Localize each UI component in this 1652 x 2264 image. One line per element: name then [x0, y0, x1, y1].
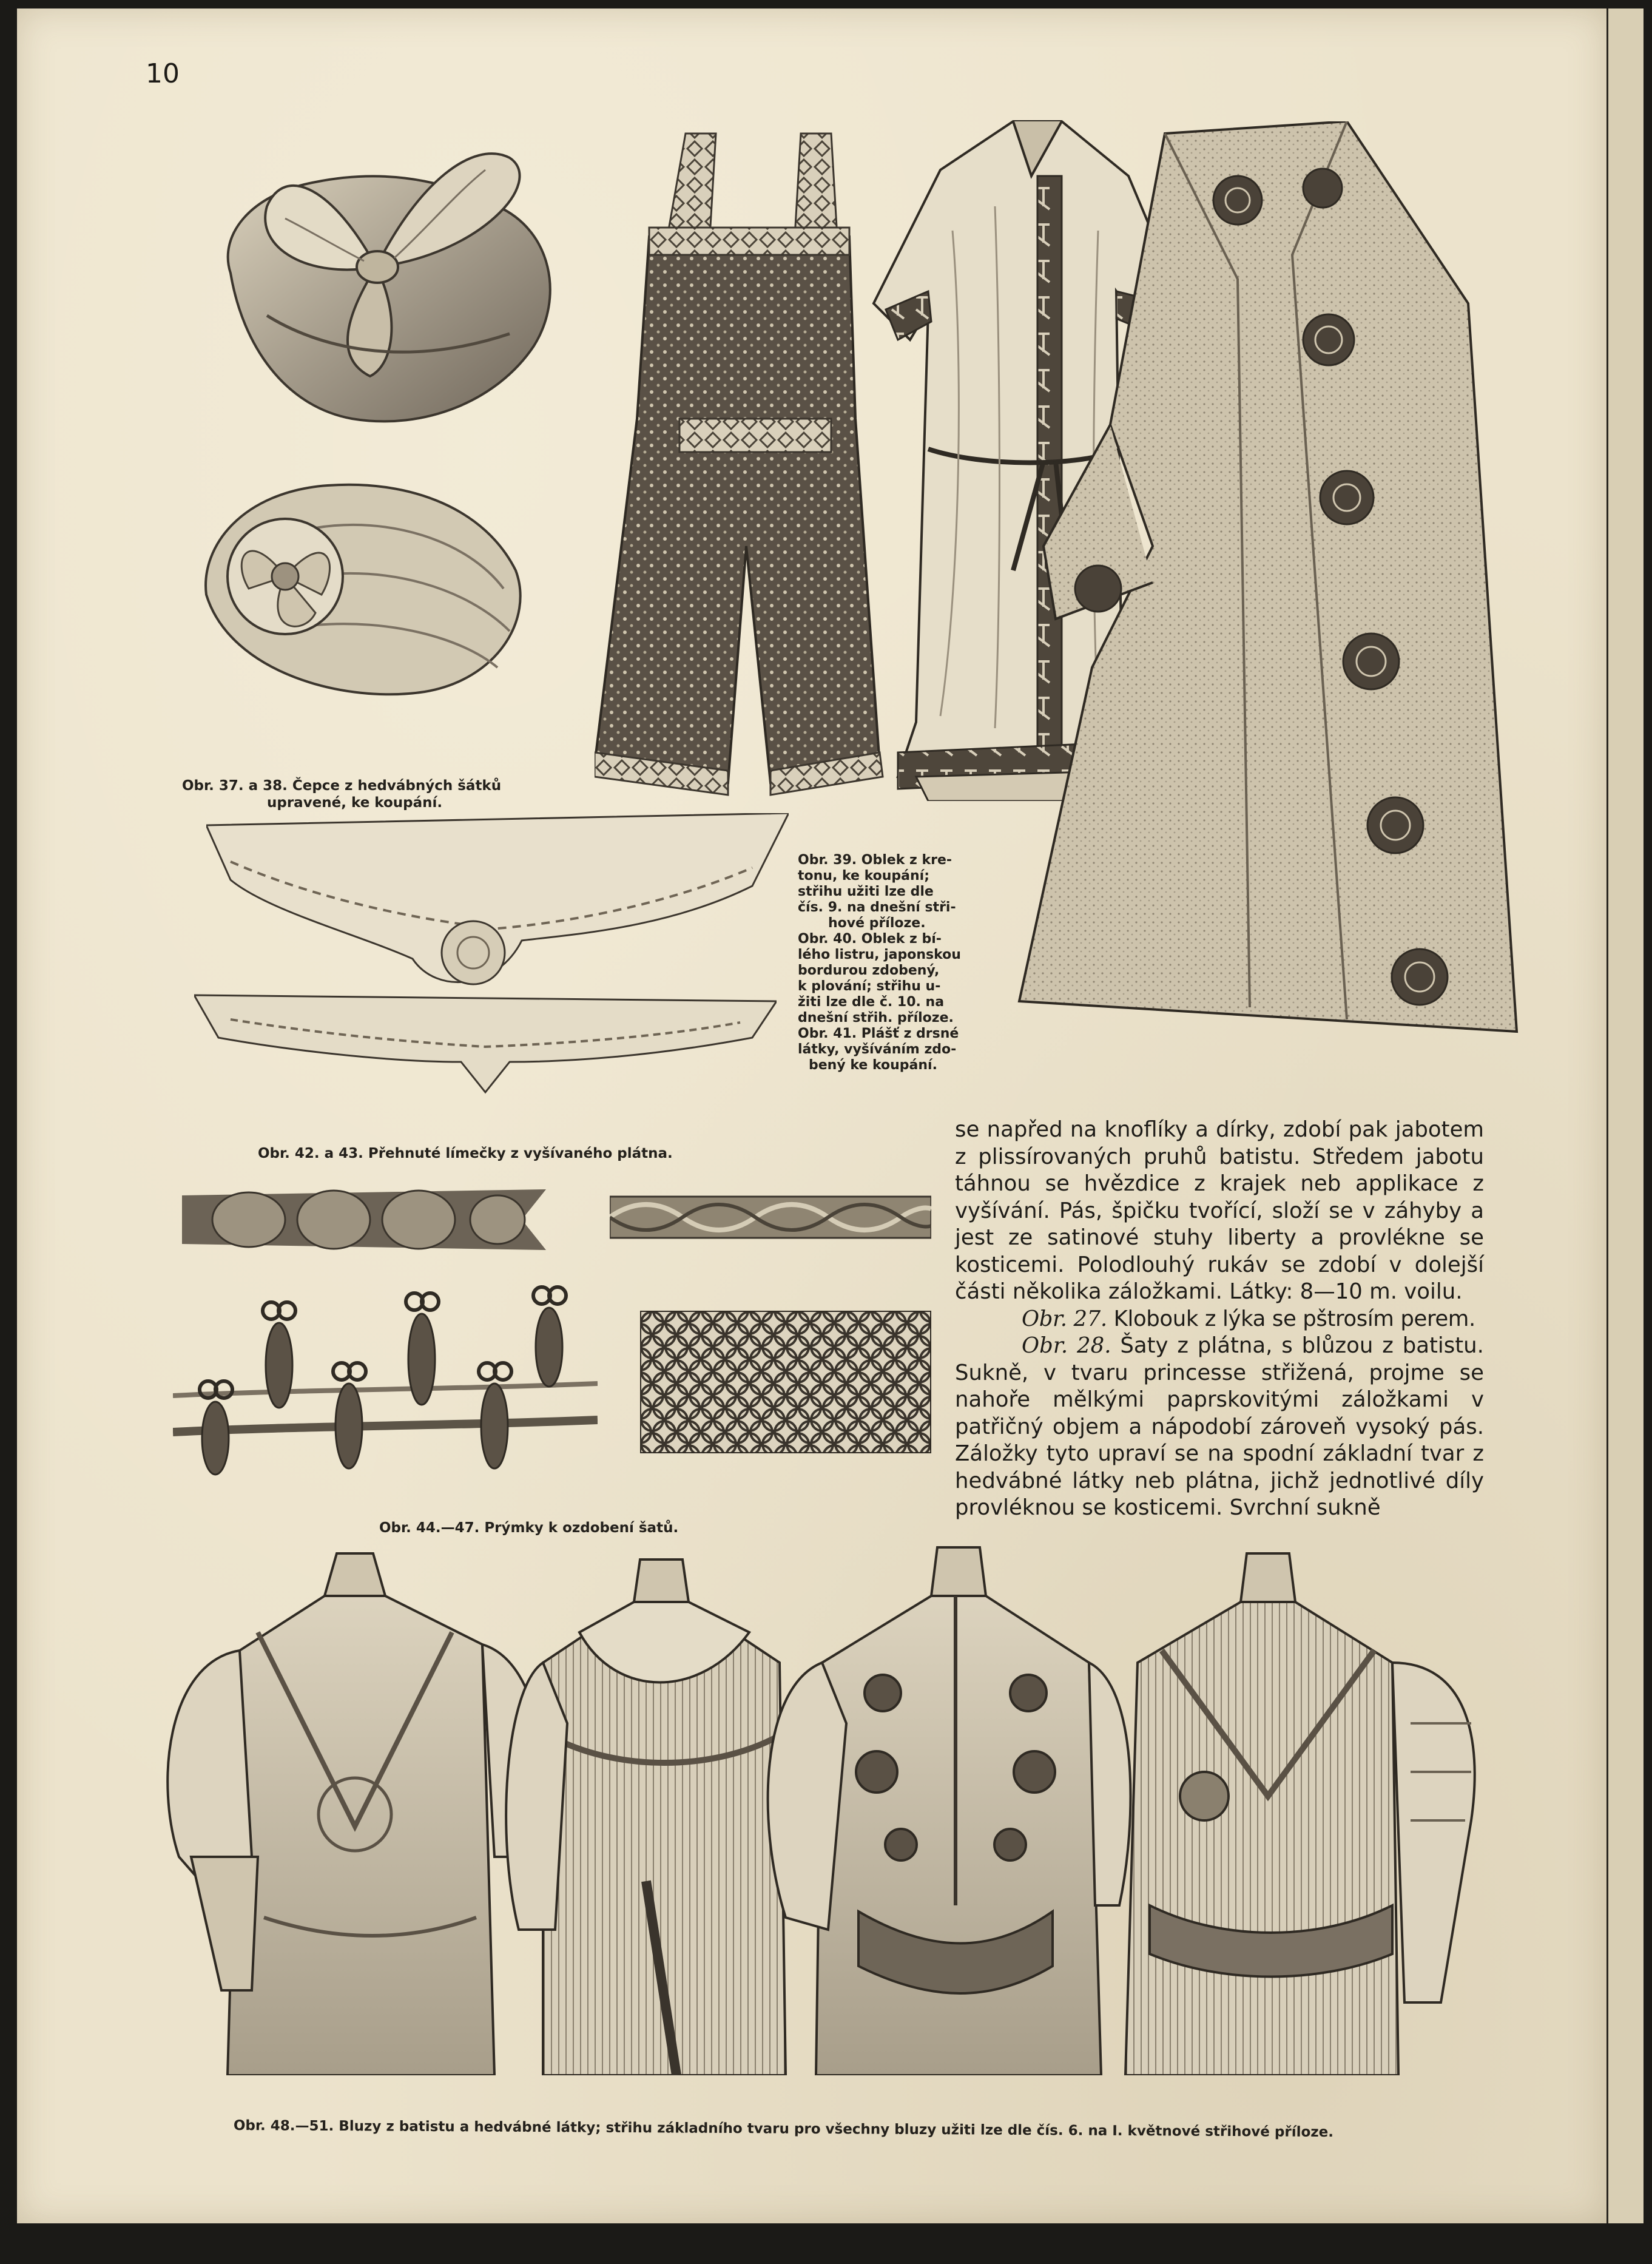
caption-fig-39-41-line: bený ke koupání. [809, 1058, 937, 1073]
article-body-text [955, 1117, 1484, 1522]
bathing-cloak-embroidered-illustration [1007, 121, 1529, 1062]
figure-reference-28: Obr. 28. [1022, 1333, 1111, 1358]
body-paragraph-3-text: Šaty z plátna, s blůzou z batistu. Sukně, v tvaru princesse střižená, projme se nahoře mělkými paprskovitými záložkami v patřičný objem a nápodobí zároveň vysoký pás. Záložky tyto upraví se na spodní základní tvar z hedvábné látky neb plátna, jichž jednotlivé díly provléknou se kosticemi. Svrchní sukně [955, 1333, 1484, 1520]
body-paragraph-1: se napřed na knoflíky a dírky, zdobí pak jabotem z plissírovaných pruhů batistu. Středem jabotu táhnou se hvězdice z krajek neb applikace z vyšívání. Pás, špičku tvořící, složí se v záhyby a jest ze satinové stuhy liberty a provlékne se kosticemi. Polodlouhý rukáv se zdobí v dolejší části několika záložkami. Látky: 8—10 m. voilu. [955, 1117, 1484, 1304]
caption-fig-39-41-line: čís. 9. na dnešní stři- [798, 900, 956, 915]
caption-fig-39-41-line: Obr. 39. Oblek z kre- [798, 853, 952, 868]
caption-fig-39-41-line: hové příloze. [828, 916, 926, 931]
caption-fig-48-51: Obr. 48.—51. Bluzy z batistu a hedvábné látky; střihu základního tvaru pro všechny bluzy užiti lze dle čís. 6. na I. květnové střihové příloze. [233, 2118, 1334, 2141]
page-number: 10 [146, 58, 180, 89]
caption-fig-39-41-line: střihu užiti lze dle [798, 884, 934, 899]
trim-lattice-illustration [640, 1311, 931, 1453]
next-page-edge [1606, 8, 1644, 2223]
bathing-cap-bow-illustration [194, 115, 570, 455]
caption-fig-37-38-line1: Obr. 37. a 38. Čepce z hedvábných šátků [182, 778, 502, 794]
trim-braid-narrow-illustration [610, 1194, 931, 1240]
caption-fig-37-38-line2: upravené, ke koupání. [267, 794, 443, 811]
body-paragraph-2-text: Klobouk z lýka se pštrosím perem. [1113, 1306, 1475, 1331]
caption-fig-37-38 [182, 778, 558, 811]
bathing-cap-flower-illustration [194, 455, 534, 710]
bathing-suit-cretonne-illustration [595, 121, 898, 801]
body-paragraph-3 [955, 1333, 1484, 1522]
collar-embroidered-bottom-illustration [194, 989, 777, 1098]
caption-fig-44-47: Obr. 44.—47. Prýmky k ozdobení šatů. [379, 1520, 679, 1536]
caption-fig-39-41-line: žiti lze dle č. 10. na [798, 995, 945, 1010]
caption-fig-39-41-line: k plování; střihu u- [798, 979, 941, 994]
caption-fig-39-41-line: bordurou zdobený, [798, 963, 940, 978]
body-paragraph-2 [955, 1306, 1484, 1333]
caption-fig-39-41-line: látky, vyšíváním zdo- [798, 1042, 957, 1057]
caption-fig-39-41-line: lého listru, japonskou [798, 947, 961, 962]
caption-fig-39-41 [798, 853, 968, 1073]
caption-fig-42-43: Obr. 42. a 43. Přehnuté límečky z vyšívaného plátna. [258, 1146, 673, 1161]
caption-fig-39-41-line: Obr. 40. Oblek z bí- [798, 931, 942, 947]
trim-frog-closures-illustration [173, 1274, 598, 1481]
blouses-row-illustration [155, 1541, 1483, 2075]
trim-braid-round-illustration [182, 1186, 546, 1253]
caption-fig-39-41-line: Obr. 41. Plášť z drsné [798, 1026, 959, 1041]
figure-reference-27: Obr. 27. [1022, 1306, 1107, 1331]
collar-embroidered-top-illustration [206, 813, 789, 995]
caption-fig-39-41-line: tonu, ke koupání; [798, 868, 930, 884]
caption-fig-39-41-line: dnešní střih. příloze. [798, 1010, 954, 1026]
